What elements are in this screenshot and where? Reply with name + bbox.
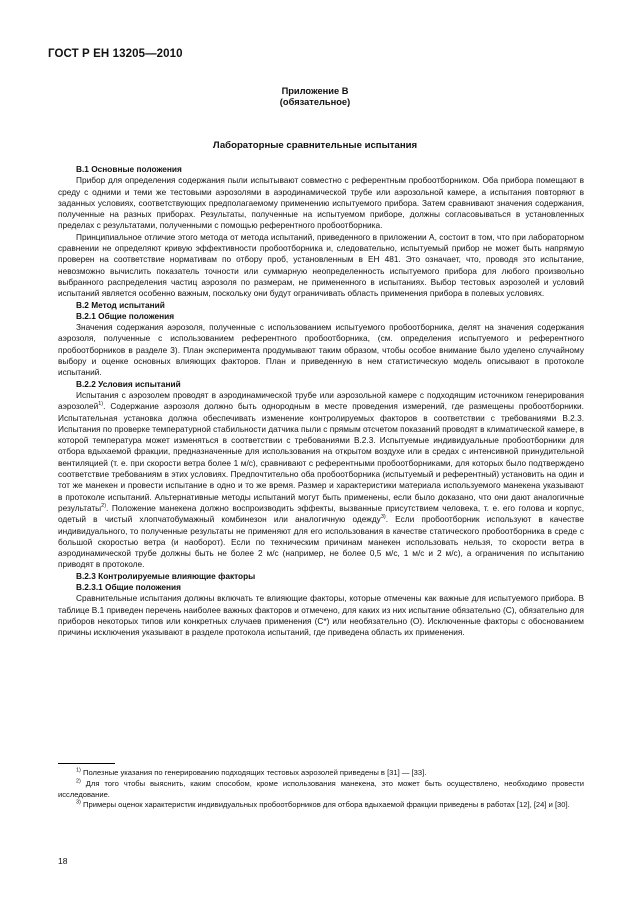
footnote-mark-2: 2) bbox=[76, 778, 81, 785]
footnote-ref-3[interactable]: 3) bbox=[380, 514, 386, 521]
standard-code: ГОСТ Р ЕН 13205—2010 bbox=[48, 48, 183, 60]
body-text bbox=[58, 164, 584, 638]
footnote-ref-2[interactable]: 2) bbox=[101, 503, 107, 510]
paragraph-b1-2: Принципиальное отличие этого метода от метода испытаний, приведенного в приложении А, состоит в том, что при лабораторном сравнении не определяют кривую эффективности пробоотборника и, следовательно, испытуемый прибор не может быть напрямую проверен на соответствие нормативам по отбору проб, установленным в ЕН 481. Это означает, что, проводя это испытание, невозможно вычислить показатель точности или суммарную неопределенность испытуемого прибора для любого произвольно выбранного распределения частиц аэрозоля по размерам, не примененного в испытаниях. Выбор тестовых аэрозолей и условий испытаний является особенно важным, поскольку они будут ограничивать область применения прибора в полевых условиях. bbox=[58, 231, 584, 299]
footnote-3 bbox=[58, 800, 584, 811]
heading-b231: В.2.3.1 Общие положения bbox=[76, 581, 181, 592]
paragraph-b21: Значения содержания аэрозоля, полученные с использованием испытуемого пробоотборника, делят на значения содержания аэрозоля, полученные с использованием референтного пробоотборника, (см. определения испытуемого и референтного пробоотборников в разделе 3). План эксперимента продумывают таким образом, чтобы особое внимание было уделено случайному выбору и оценке основных влияющих факторов. План и приведенную в нем статистическую модель описывают в протоколе испытаний. bbox=[58, 322, 584, 378]
heading-b1: В.1 Основные положения bbox=[76, 164, 182, 174]
footnote-ref-1[interactable]: 1) bbox=[98, 401, 104, 408]
heading-b21: В.2.1 Общие положения bbox=[76, 310, 175, 321]
annex-status: (обязательное) bbox=[279, 97, 351, 107]
footnote-divider bbox=[58, 763, 115, 764]
paragraph-b22-part-a: Испытания с аэрозолем проводят в аэродинамической трубе или аэрозольной камере с подходящим источником генерирования аэрозолей bbox=[58, 389, 584, 412]
footnote-mark-1: 1) bbox=[76, 767, 81, 774]
heading-b2: В.2 Метод испытаний bbox=[76, 299, 165, 310]
paragraph-b22-part-c: . Положение манекена должно воспроизводить эффекты, вызванные присутствием человека, т. е. его голова и корпус, одетый в чистый хлопчатобумажный комбинезон или аналогичную одежду bbox=[58, 502, 584, 525]
paragraph-b22-part-d: . Если пробоотборник используют в качестве индивидуального, то полученные результаты не применяют для его использования в качестве статического пробоотборника в среде с большой скоростью ветра (и наоборот). Если по техническим причинам манекен использовать нельзя, то скорости ветра в аэродинамической трубе должны быть не более 2 м/с (например, не более 0,5 м/с, 1 м/с и 2 м/с), а ограничения по испытанию приводят в протоколе. bbox=[58, 514, 584, 570]
paragraph-b1-1: Прибор для определения содержания пыли испытывают совместно с референтным пробоотборником. Оба прибора помещают в среду с одними и теми же тестовыми аэрозолями в аэродинамической трубе или аэрозольной камере, а испытания повторяют в заданных условиях, соответствующих предполагаемому применению испытуемого прибора. Затем сравнивают значения содержания, полученные на разных приборах. Результаты, полученные на испытуемом приборе, должны согласовываться в установленных пределах с результатами, полученными с помощью референтного пробоотборника. bbox=[58, 175, 584, 231]
footnote-2-text: Для того чтобы выяснить, каким способом, кроме использования манекена, это может быть осуществлено, необходимо провести исследование. bbox=[58, 778, 584, 799]
page-number: 18 bbox=[58, 856, 68, 866]
footnote-3-text: Примеры оценок характеристик индивидуальных пробоотборников для отбора вдыхаемой фракции приведены в работах [12], [24] и [30]. bbox=[83, 800, 570, 810]
paragraph-b231: Сравнительные испытания должны включать те влияющие факторы, которые отмечены как важные для испытуемого прибора. В таблице В.1 приведен перечень наиболее важных факторов и отмечено, для каких из них испытание обязательно (С), обязательно для приборов некоторых типов или конкретных случаев применения (С*) или необязательно (О). Исключенные факторы с обоснованием причины исключения указывают в разделе протокола испытаний, где приведена область их применения. bbox=[58, 593, 584, 638]
footnote-1-text: Полезные указания по генерированию подходящих тестовых аэрозолей приведены в [31] — [33]. bbox=[83, 768, 427, 777]
footnote-mark-3: 3) bbox=[76, 799, 81, 806]
footnote-1 bbox=[58, 768, 584, 779]
annex-title: Приложение В bbox=[281, 86, 349, 96]
paragraph-b22-part-b: . Содержание аэрозоля должно быть однородным в месте проведения измерений, где размещены пробоотборники. Испытательная установка должна обеспечивать изменение контролируемых факторов в соответствии с требованиями В.2.3. Испытания по проверке температурной стабильности датчика пыли с прямым отсчетом показаний проводят в климатической камере, в которой температура может изменяться в соответствии с требованиями В.2.3. Испытуемые индивидуальные пробоотборники для отбора вдыхаемой фракции, предназначенные для использования на открытом воздухе или в средах с интенсивной принудительной вентиляцией (т. е. при скорости ветра более 1 м/с), сравнивают с референтными пробоотборниками, для которых было подтверждено соответствие требованиям в этих условиях. Предпочтительно оба пробоотборника (испытуемый и референтный) установить на один и тот же манекен и провести испытание в одно и то же время. Размер и характеристики материала используемого манекена указывают в протоколе испытаний. Альтернативные методы испытаний могут быть применены, если было доказано, что они дают аналогичные результаты bbox=[58, 401, 584, 513]
heading-b23: В.2.3 Контролируемые влияющие факторы bbox=[76, 570, 256, 581]
section-title: Лабораторные сравнительные испытания bbox=[212, 140, 418, 151]
footnotes bbox=[58, 768, 584, 811]
heading-b22: В.2.2 Условия испытаний bbox=[76, 378, 181, 389]
paragraph-b22 bbox=[58, 390, 584, 571]
footnote-2 bbox=[58, 779, 584, 801]
